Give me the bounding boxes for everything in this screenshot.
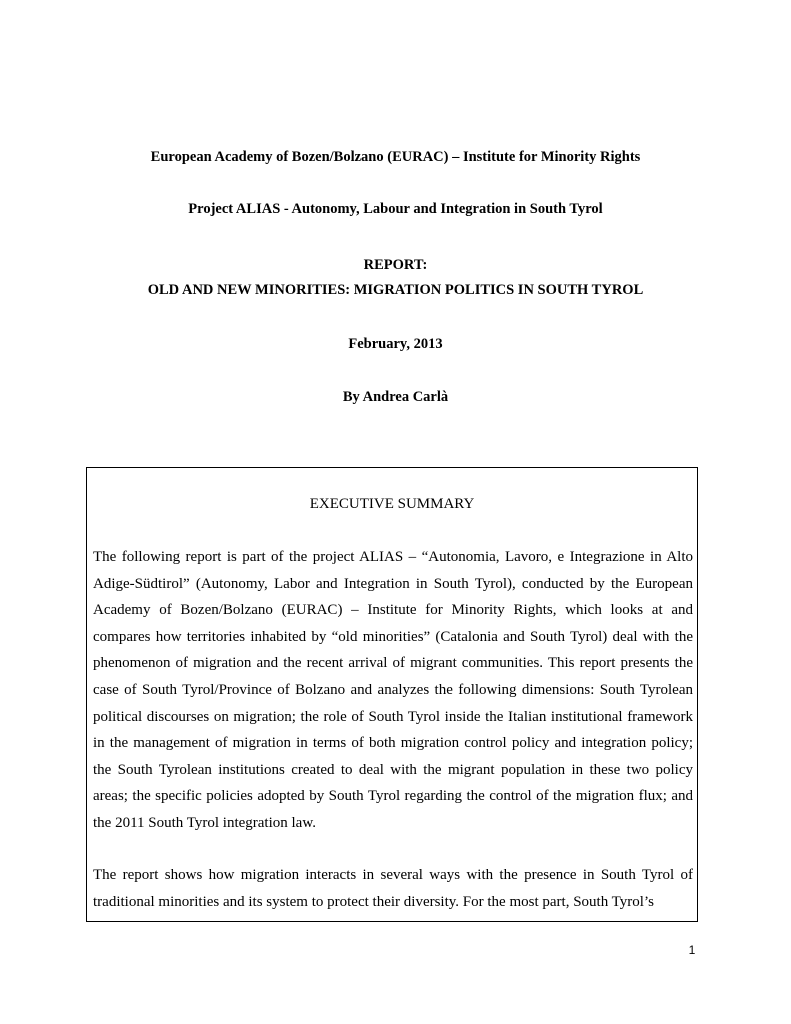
report-author: By Andrea Carlà: [342, 389, 449, 405]
institution-heading: European Academy of Bozen/Bolzano (EURAC) – Institute for Minority Rights: [150, 149, 641, 165]
report-label: REPORT:: [363, 257, 428, 273]
page-number: 1: [688, 943, 696, 957]
report-title: OLD AND NEW MINORITIES: MIGRATION POLITICS IN SOUTH TYROL: [147, 282, 644, 298]
summary-paragraph: The following report is part of the project ALIAS – “Autonomia, Lavoro, e Integrazione in Alto Adige-Südtirol” (Autonomy, Labor and Integration in South Tyrol), conducted by the European Academy of Bozen/Bolzano (EURAC) – Institute for Minority Rights, which looks at and compares how territories inhabited by “old minorities” (Catalonia and South Tyrol) deal with the phenomenon of migration and the recent arrival of migrant communities. This report presents the case of South Tyrol/Province of Bolzano and analyzes the following dimensions: South Tyrolean political discourses on migration; the role of South Tyrol inside the Italian institutional framework in the management of migration in terms of both migration control policy and integration policy; the South Tyrolean institutions created to deal with the migrant population in these two policy areas; the specific policies adopted by South Tyrol regarding the control of the migration flux; and the 2011 South Tyrol integration law.: [93, 549, 693, 831]
executive-summary-title: EXECUTIVE SUMMARY: [309, 496, 475, 512]
executive-summary-box: [86, 467, 698, 922]
report-date: February, 2013: [348, 336, 443, 352]
summary-paragraph: The report shows how migration interacts in several ways with the presence in South Tyrol of traditional minorities and its system to protect their diversity. For the most part, South Tyrol’s: [93, 867, 693, 910]
project-heading: Project ALIAS - Autonomy, Labour and Integration in South Tyrol: [188, 201, 603, 217]
